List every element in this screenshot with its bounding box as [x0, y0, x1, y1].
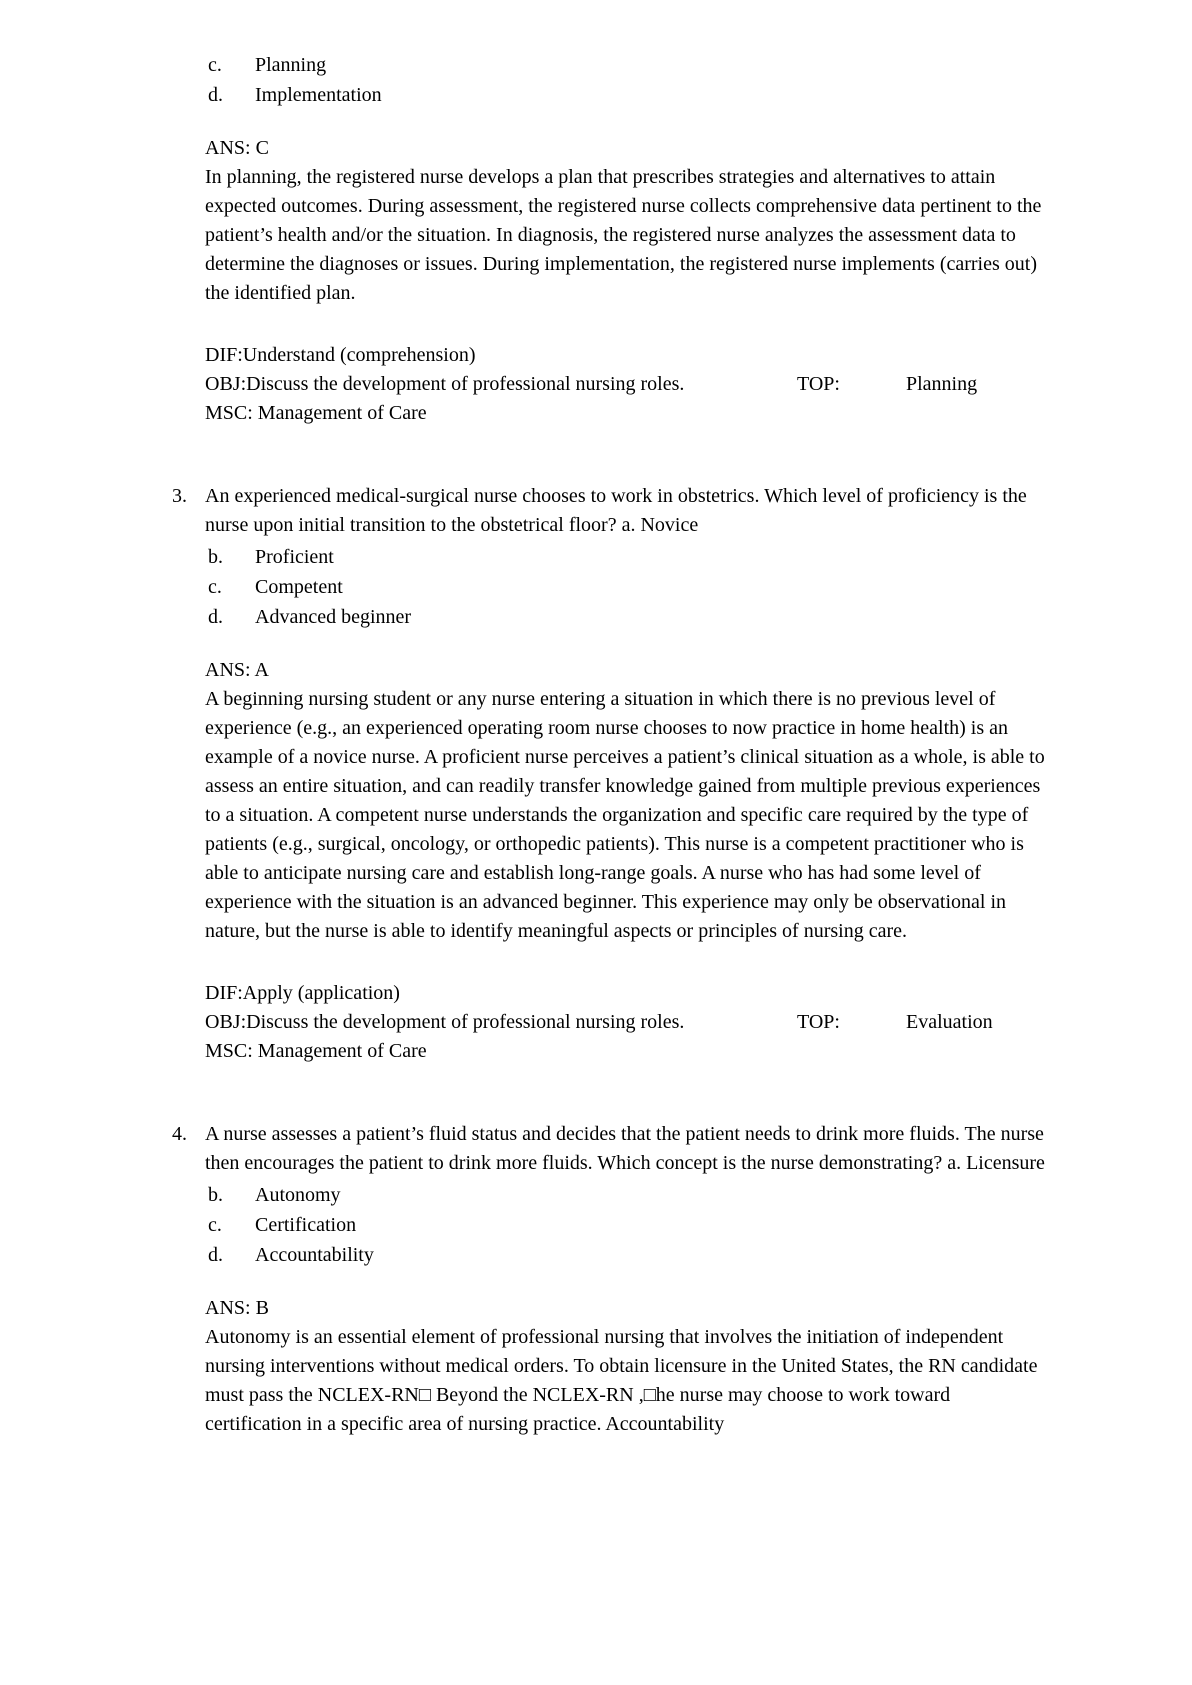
question-block	[172, 482, 1045, 1066]
question-number: 4.	[172, 1123, 187, 1145]
option-letter: b.	[208, 1184, 223, 1206]
answer-line: ANS: A	[205, 659, 269, 681]
obj-line	[205, 1008, 1045, 1037]
top-label: TOP:	[797, 373, 840, 395]
meta-block	[205, 341, 1045, 428]
option-row	[208, 1240, 1045, 1270]
msc-line: MSC: Management of Care	[205, 402, 427, 424]
option-row	[208, 80, 1045, 110]
document-content	[172, 50, 1045, 1439]
option-row	[208, 1180, 1045, 1210]
obj-text: OBJ:Discuss the development of professional nursing roles.	[205, 1011, 685, 1033]
question-block	[172, 1120, 1045, 1439]
options-list	[208, 542, 1045, 632]
rationale-paragraph: A beginning nursing student or any nurse entering a situation in which there is no previous level of experience (e.g., an experienced operating room nurse chooses to now practice in home health) is an example of a novice nurse. A proficient nurse perceives a patient’s clinical situation as a whole, is able to assess an entire situation, and can readily transfer knowledge gained from multiple previous experiences to a situation. A competent nurse understands the organization and specific care required by the type of patients (e.g., surgical, oncology, or orthopedic patients). This nurse is a competent practitioner who is able to anticipate nursing care and establish long-range goals. A nurse who has had some level of experience with the situation is an advanced beginner. This experience may only be observational in nature, but the nurse is able to identify meaningful aspects or principles of nursing care.	[205, 688, 1045, 942]
obj-text: OBJ:Discuss the development of professional nursing roles.	[205, 373, 685, 395]
option-letter: b.	[208, 546, 223, 568]
question-stem: A nurse assesses a patient’s fluid status and decides that the patient needs to drink more fluids. The nurse then encourages the patient to drink more fluids. Which concept is the nurse demonstrating? a. Licensure	[205, 1123, 1045, 1174]
option-row	[208, 542, 1045, 572]
question-stem-row	[172, 1120, 1045, 1178]
question-stem-row	[172, 482, 1045, 540]
option-row	[208, 602, 1045, 632]
option-row	[208, 1210, 1045, 1240]
top-label: TOP:	[797, 1011, 840, 1033]
option-letter: c.	[208, 1214, 222, 1236]
option-text: Certification	[255, 1214, 357, 1236]
answer-line: ANS: C	[205, 137, 269, 159]
dif-line: DIF:Understand (comprehension)	[205, 344, 476, 366]
obj-line	[205, 370, 1045, 399]
question-number: 3.	[172, 485, 187, 507]
question-stem: An experienced medical-surgical nurse chooses to work in obstetrics. Which level of proficiency is the nurse upon initial transition to the obstetrical floor? a. Novice	[205, 485, 1027, 536]
dif-line: DIF:Apply (application)	[205, 982, 400, 1004]
option-text: Planning	[255, 54, 327, 76]
answer-line: ANS: B	[205, 1297, 269, 1319]
option-text: Competent	[255, 576, 343, 598]
option-row	[208, 572, 1045, 602]
rationale-paragraph: Autonomy is an essential element of professional nursing that involves the initiation of independent nursing interventions without medical orders. To obtain licensure in the United States, the RN candidate must pass the NCLEX-RN□ Beyond the NCLEX-RN ,□he nurse may choose to work toward certification in a specific area of nursing practice. Accountability	[205, 1326, 1038, 1435]
option-row	[208, 50, 1045, 80]
option-text: Advanced beginner	[255, 606, 412, 628]
options-list	[208, 1180, 1045, 1270]
option-letter: c.	[208, 576, 222, 598]
top-value: Planning	[906, 373, 978, 395]
top-value: Evaluation	[906, 1011, 993, 1033]
option-text: Accountability	[255, 1244, 374, 1266]
option-letter: d.	[208, 606, 223, 628]
msc-line: MSC: Management of Care	[205, 1040, 427, 1062]
option-text: Proficient	[255, 546, 334, 568]
option-text: Implementation	[255, 84, 382, 106]
meta-block	[205, 979, 1045, 1066]
rationale-paragraph: In planning, the registered nurse develops a plan that prescribes strategies and alternatives to attain expected outcomes. During assessment, the registered nurse collects comprehensive data pertinent to the patient’s health and/or the situation. In diagnosis, the registered nurse analyzes the assessment data to determine the diagnoses or issues. During implementation, the registered nurse implements (carries out) the identified plan.	[205, 166, 1042, 304]
option-letter: d.	[208, 1244, 223, 1266]
question-block	[205, 50, 1045, 428]
option-letter: d.	[208, 84, 223, 106]
options-list	[208, 50, 1045, 110]
option-text: Autonomy	[255, 1184, 341, 1206]
option-letter: c.	[208, 54, 222, 76]
